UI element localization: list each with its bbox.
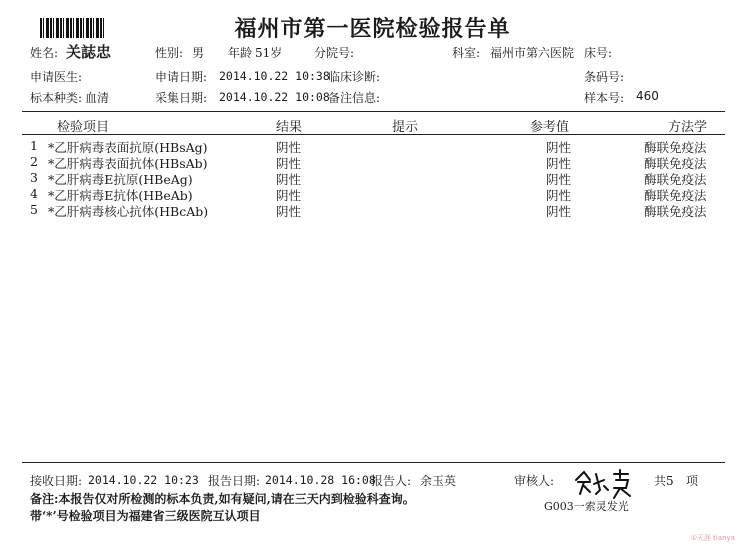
request-date: 2014.10.22 10:38 — [219, 69, 330, 83]
receive-date-label: 接收日期: — [30, 474, 83, 488]
row-item: *乙肝病毒表面抗体(HBsAb) — [48, 156, 208, 171]
diagnosis-label: 临床诊断: — [328, 70, 381, 84]
sample-number: 460 — [636, 89, 659, 103]
dept-value: 福州市第六医院 — [490, 46, 575, 60]
note-line-1: 备注:本报告仅对所检测的标本负责,如有疑问,请在三天内到检验科查询。 — [30, 492, 415, 506]
reviewer-code: G003一索灵发光 — [544, 500, 629, 513]
row-reference: 阴性 — [546, 156, 572, 171]
row-number: 5 — [30, 202, 38, 217]
row-reference: 阴性 — [546, 188, 572, 203]
row-reference: 阴性 — [546, 140, 572, 155]
report-title: 福州市第一医院检验报告单 — [234, 16, 511, 42]
row-result: 阴性 — [276, 172, 302, 187]
row-method: 酶联免疫法 — [644, 188, 707, 203]
report-date-label: 报告日期: — [208, 474, 261, 488]
row-number: 3 — [30, 170, 38, 185]
age-label: 年龄 — [228, 46, 253, 60]
age-value: 51岁 — [255, 46, 283, 60]
row-item: *乙肝病毒E抗体(HBeAb) — [48, 188, 193, 203]
ward-label: 分院号: — [314, 46, 355, 60]
header-method: 方法学 — [668, 120, 708, 135]
row-method: 酶联免疫法 — [644, 172, 707, 187]
row-result: 阴性 — [276, 204, 302, 219]
total-unit: 项 — [686, 474, 699, 488]
header-item: 检验项目 — [57, 120, 110, 135]
footer-rule — [22, 462, 725, 463]
dept-label: 科室: — [452, 46, 481, 60]
reviewer-label: 审核人: — [514, 474, 555, 488]
patient-name: 关誌忠 — [66, 43, 112, 61]
row-method: 酶联免疫法 — [644, 140, 707, 155]
header-hint: 提示 — [392, 120, 419, 135]
doctor-label: 申请医生: — [30, 70, 83, 84]
bed-label: 床号: — [584, 46, 613, 60]
reporter-label: 报告人: — [371, 474, 412, 488]
header-result: 结果 — [276, 120, 303, 135]
report-date: 2014.10.28 16:08 — [265, 473, 376, 487]
remark-label: 备注信息: — [328, 91, 381, 105]
row-number: 2 — [30, 154, 38, 169]
sample-number-label: 样本号: — [584, 91, 625, 105]
sex-value: 男 — [192, 46, 205, 60]
patient-name-label: 姓名: — [30, 46, 59, 60]
table-top-rule — [22, 111, 725, 112]
request-date-label: 申请日期: — [155, 70, 208, 84]
row-result: 阴性 — [276, 156, 302, 171]
note-line-2: 带‘*’号检验项目为福建省三级医院互认项目 — [30, 509, 261, 523]
row-method: 酶联免疫法 — [644, 156, 707, 171]
specimen-type-label: 标本种类: — [30, 91, 83, 105]
row-item: *乙肝病毒核心抗体(HBcAb) — [48, 204, 209, 219]
row-result: 阴性 — [276, 140, 302, 155]
sex-label: 性别: — [155, 46, 184, 60]
barcode-number-label: 条码号: — [584, 70, 625, 84]
row-method: 酶联免疫法 — [644, 204, 707, 219]
table-header-rule — [22, 134, 725, 135]
receive-date: 2014.10.22 10:23 — [88, 473, 199, 487]
reviewer-signature — [570, 466, 636, 500]
site-watermark: ①天涯 tianya — [690, 534, 735, 542]
row-number: 1 — [30, 138, 38, 153]
header-reference: 参考值 — [530, 120, 570, 135]
row-item: *乙肝病毒E抗原(HBeAg) — [48, 172, 193, 187]
reporter-name: 余玉英 — [420, 474, 457, 488]
collect-date-label: 采集日期: — [155, 91, 208, 105]
row-reference: 阴性 — [546, 172, 572, 187]
specimen-type: 血清 — [85, 91, 110, 105]
collect-date: 2014.10.22 10:08 — [219, 90, 330, 104]
total-count: 共5 — [654, 474, 674, 488]
row-reference: 阴性 — [546, 204, 572, 219]
row-item: *乙肝病毒表面抗原(HBsAg) — [48, 140, 208, 155]
row-number: 4 — [30, 186, 38, 201]
row-result: 阴性 — [276, 188, 302, 203]
